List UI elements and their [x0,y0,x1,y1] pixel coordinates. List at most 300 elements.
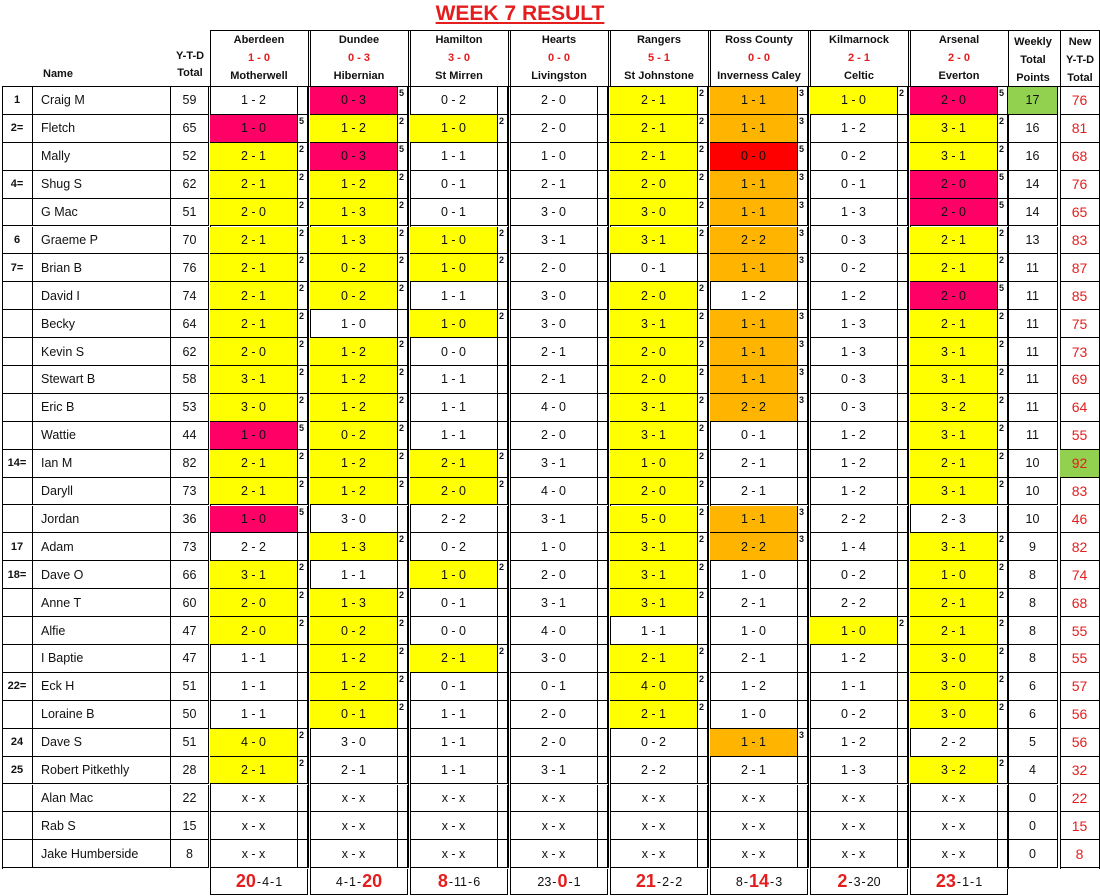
points-badge: 2 [698,87,708,115]
points-badge [898,478,908,506]
points-badge [398,506,408,534]
match-home: Hearts [541,34,577,46]
points-badge [298,87,308,115]
row-position: 25 [2,757,33,785]
points-badge [598,757,608,785]
points-badge: 2 [998,254,1008,282]
tally-value: 2 [675,874,683,889]
points-badge [898,840,908,868]
prediction-cell: 2 - 0 [510,729,598,757]
prediction-cell: 1 - 2 [810,115,898,143]
points-badge [798,645,808,673]
points-badge [898,506,908,534]
footer-tally [910,869,1008,895]
weekly-header-line: Points [1016,72,1050,84]
prediction-cell: 1 - 3 [810,338,898,366]
points-badge [598,645,608,673]
ytd-total: 8 [171,840,209,868]
weekly-points: 11 [1008,422,1058,450]
match-right-border [708,30,709,868]
ytd-header [171,48,209,84]
row-position [2,701,33,729]
new-ytd-total: 32 [1060,757,1100,785]
prediction-cell: 2 - 0 [410,478,498,506]
prediction-cell: 0 - 2 [810,143,898,171]
player-name: Eck H [33,673,171,701]
tally-value: 11 [454,874,468,889]
match-home: Aberdeen [233,34,285,46]
weekly-points: 13 [1008,227,1058,255]
points-badge: 5 [998,199,1008,227]
prediction-cell: x - x [610,812,698,840]
row-position [2,338,33,366]
points-badge [698,254,708,282]
prediction-cell: 0 - 1 [410,673,498,701]
ytd-total: 22 [171,785,209,813]
prediction-cell: 1 - 2 [310,338,398,366]
points-badge: 5 [298,115,308,143]
prediction-cell: x - x [910,785,998,813]
row-position: 4= [2,171,33,199]
prediction-cell: 2 - 1 [510,171,598,199]
prediction-cell: 1 - 1 [710,171,798,199]
points-badge [598,589,608,617]
row-position: 22= [2,673,33,701]
points-badge: 2 [998,645,1008,673]
prediction-cell: 2 - 0 [910,282,998,310]
points-badge [998,506,1008,534]
row-position [2,785,33,813]
prediction-cell: 1 - 3 [810,310,898,338]
match-header [710,31,808,86]
tally-separator: - [270,874,275,889]
prediction-cell: 0 - 1 [610,254,698,282]
points-badge [798,561,808,589]
ytd-total: 53 [171,394,209,422]
points-badge: 3 [798,254,808,282]
points-badge [698,617,708,645]
new-ytd-total: 57 [1060,673,1100,701]
prediction-cell: 2 - 0 [510,422,598,450]
weekly-points: 14 [1008,171,1058,199]
new-ytd-total: 64 [1060,394,1100,422]
prediction-cell: 2 - 1 [410,645,498,673]
points-badge [898,366,908,394]
points-badge: 2 [298,366,308,394]
prediction-cell: 3 - 0 [910,673,998,701]
points-badge: 5 [998,87,1008,115]
prediction-cell: 3 - 1 [510,450,598,478]
points-badge: 2 [298,227,308,255]
points-badge [498,199,508,227]
prediction-cell: 1 - 2 [810,478,898,506]
points-badge [898,812,908,840]
prediction-cell: 1 - 3 [310,227,398,255]
prediction-cell: 3 - 1 [910,366,998,394]
title-text: WEEK 7 RESULT [435,2,605,25]
points-badge [598,87,608,115]
tally-separator: - [848,874,853,889]
points-badge: 2 [298,338,308,366]
tally-value: 1 [975,874,983,889]
player-name: David I [33,282,171,310]
tally-value: 14 [748,871,770,891]
points-badge: 2 [698,673,708,701]
prediction-cell: 1 - 0 [410,254,498,282]
player-name: Dave O [33,561,171,589]
new-ytd-total: 81 [1060,115,1100,143]
prediction-cell: 1 - 1 [710,338,798,366]
prediction-cell: 3 - 0 [510,645,598,673]
points-badge [498,171,508,199]
points-badge [898,589,908,617]
points-badge [298,701,308,729]
ytd-total: 65 [171,115,209,143]
points-badge: 2 [998,338,1008,366]
points-badge [598,199,608,227]
prediction-cell: 0 - 0 [410,338,498,366]
points-badge [898,338,908,366]
weekly-points: 9 [1008,533,1058,561]
prediction-cell: 3 - 0 [610,199,698,227]
points-badge [398,561,408,589]
points-badge [598,254,608,282]
prediction-cell: 1 - 1 [710,366,798,394]
prediction-cell: 2 - 2 [710,394,798,422]
points-badge: 2 [398,422,408,450]
points-badge [598,143,608,171]
prediction-cell: 1 - 2 [310,171,398,199]
ytd-total: 36 [171,506,209,534]
ytd-total: 47 [171,645,209,673]
new-ytd-total: 74 [1060,561,1100,589]
points-badge [398,310,408,338]
row-position: 7= [2,254,33,282]
points-badge [598,701,608,729]
points-badge: 2 [398,171,408,199]
ytd-total: 59 [171,87,209,115]
ytd-total: 52 [171,143,209,171]
points-badge [598,338,608,366]
prediction-cell: 2 - 1 [910,617,998,645]
points-badge: 2 [998,366,1008,394]
prediction-cell: 0 - 1 [410,589,498,617]
prediction-cell: 2 - 0 [610,282,698,310]
points-badge [898,757,908,785]
prediction-cell: 0 - 2 [310,422,398,450]
prediction-cell: 0 - 1 [710,422,798,450]
points-badge: 2 [998,589,1008,617]
points-badge: 2 [298,589,308,617]
new-ytd-total: 76 [1060,87,1100,115]
points-badge [898,171,908,199]
points-badge: 3 [798,199,808,227]
footer-tally [810,869,908,895]
prediction-cell: 2 - 0 [510,87,598,115]
tally-value: 20 [866,874,881,889]
new-ytd-total: 22 [1060,785,1100,813]
points-badge [498,143,508,171]
prediction-cell: x - x [910,812,998,840]
tally-separator: - [568,874,573,889]
match-home: Hamilton [435,34,483,46]
points-badge [798,757,808,785]
points-badge: 5 [798,143,808,171]
prediction-cell: 1 - 1 [710,310,798,338]
prediction-cell: 1 - 4 [810,533,898,561]
player-name: G Mac [33,199,171,227]
points-badge: 2 [298,450,308,478]
match-away: Celtic [844,70,874,82]
tally-value: 20 [362,871,383,891]
prediction-cell: 2 - 0 [510,701,598,729]
prediction-cell: 1 - 1 [710,729,798,757]
prediction-cell: 1 - 0 [410,115,498,143]
points-badge: 2 [998,422,1008,450]
points-badge: 2 [398,589,408,617]
points-badge [998,729,1008,757]
ytd-header-line: Total [177,67,203,79]
points-badge [498,87,508,115]
points-badge: 2 [698,143,708,171]
points-badge: 2 [698,227,708,255]
prediction-cell: 1 - 0 [310,310,398,338]
points-badge [498,533,508,561]
prediction-cell: 2 - 2 [410,506,498,534]
points-badge [498,840,508,868]
points-badge [598,840,608,868]
prediction-cell: 1 - 3 [310,533,398,561]
ytd-total: 73 [171,533,209,561]
ytd-total: 73 [171,478,209,506]
points-badge [298,840,308,868]
weekly-header-line: Total [1020,54,1046,66]
points-badge: 3 [798,729,808,757]
match-right-border [308,30,309,868]
row-position: 24 [2,729,33,757]
row-position: 14= [2,450,33,478]
prediction-cell: 1 - 0 [410,227,498,255]
weekly-points: 11 [1008,310,1058,338]
prediction-cell: 2 - 1 [210,478,298,506]
points-badge: 2 [698,338,708,366]
tally-separator: - [956,874,962,889]
prediction-cell: x - x [710,785,798,813]
prediction-cell: 2 - 2 [210,533,298,561]
new_ytd-header-line: Total [1067,72,1093,84]
player-name: Adam [33,533,171,561]
match-header [510,31,608,86]
prediction-cell: 1 - 1 [710,115,798,143]
match-header [310,31,408,86]
points-badge: 3 [798,506,808,534]
prediction-cell: 1 - 2 [310,366,398,394]
new-ytd-total: 83 [1060,227,1100,255]
points-badge [298,785,308,813]
match-result: 2 - 1 [847,52,870,64]
points-badge: 5 [998,282,1008,310]
points-badge [498,422,508,450]
tally-value: 8 [437,871,448,891]
tally-value: 1 [573,874,581,889]
points-badge: 2 [998,450,1008,478]
match-away: Everton [938,70,980,82]
tally-separator: - [770,874,775,889]
tally-separator: - [448,874,454,889]
match-right-border [908,30,909,868]
tally-separator: - [743,874,748,889]
prediction-cell: 4 - 0 [510,617,598,645]
weekly-points: 6 [1008,673,1058,701]
points-badge: 2 [498,561,508,589]
prediction-cell: x - x [610,785,698,813]
points-badge: 2 [698,394,708,422]
prediction-cell: 2 - 0 [910,199,998,227]
row-position [2,199,33,227]
points-badge [898,729,908,757]
prediction-cell: 2 - 0 [510,115,598,143]
points-badge: 2 [498,450,508,478]
prediction-cell: 1 - 2 [310,394,398,422]
match-home: Kilmarnock [829,34,889,46]
points-badge: 5 [398,143,408,171]
points-badge [898,199,908,227]
prediction-cell: 3 - 1 [610,227,698,255]
points-badge: 2 [398,533,408,561]
player-name: Wattie [33,422,171,450]
points-badge: 3 [798,87,808,115]
new-ytd-total: 8 [1060,840,1100,868]
prediction-cell: 0 - 3 [310,87,398,115]
points-badge [798,673,808,701]
points-badge [998,812,1008,840]
points-badge [498,282,508,310]
prediction-cell: 2 - 0 [210,589,298,617]
prediction-cell: 3 - 0 [210,394,298,422]
prediction-cell: x - x [710,812,798,840]
match-right-border [508,30,509,868]
footer-tally [610,869,708,895]
points-badge: 2 [298,199,308,227]
prediction-cell: 1 - 1 [710,506,798,534]
player-name: Robert Pitkethly [33,757,171,785]
weekly-points: 16 [1008,143,1058,171]
new-ytd-total: 56 [1060,729,1100,757]
points-badge: 2 [298,143,308,171]
points-badge [898,673,908,701]
prediction-cell: 2 - 1 [210,254,298,282]
points-badge: 2 [898,87,908,115]
points-badge [598,366,608,394]
points-badge: 3 [798,310,808,338]
prediction-cell: 2 - 0 [210,199,298,227]
prediction-cell: x - x [310,785,398,813]
player-name: Fletch [33,115,171,143]
points-badge: 3 [798,394,808,422]
weekly-points: 14 [1008,199,1058,227]
new-ytd-total: 69 [1060,366,1100,394]
new-ytd-total: 65 [1060,199,1100,227]
points-badge: 2 [298,617,308,645]
points-badge: 2 [398,282,408,310]
prediction-cell: 3 - 0 [910,701,998,729]
points-badge [298,533,308,561]
name-header: Name [43,68,73,80]
points-badge: 2 [398,450,408,478]
row-position [2,506,33,534]
prediction-cell: x - x [210,785,298,813]
points-badge: 2 [398,115,408,143]
row-position: 17 [2,533,33,561]
tally-value: 21 [635,871,656,891]
ytd-total: 62 [171,338,209,366]
points-badge [598,450,608,478]
footer-tally [710,869,808,895]
points-badge [798,589,808,617]
prediction-cell: 3 - 1 [910,115,998,143]
points-badge [698,840,708,868]
weekly-points: 8 [1008,561,1058,589]
points-badge [498,366,508,394]
prediction-cell: 0 - 0 [710,143,798,171]
new-ytd-total: 85 [1060,282,1100,310]
points-badge [498,673,508,701]
prediction-cell: x - x [310,812,398,840]
points-badge [598,617,608,645]
points-badge: 2 [698,115,708,143]
points-badge: 2 [498,227,508,255]
prediction-cell: 4 - 0 [210,729,298,757]
ytd-total: 51 [171,673,209,701]
match-right-border [808,30,809,868]
prediction-cell: 1 - 1 [810,673,898,701]
match-right-border [408,30,409,868]
points-badge: 2 [398,645,408,673]
prediction-cell: 1 - 0 [810,87,898,115]
points-badge [398,785,408,813]
match-header [210,31,308,86]
prediction-cell: 2 - 1 [210,310,298,338]
ytd-total: 60 [171,589,209,617]
tally-value: 6 [473,874,481,889]
points-badge: 2 [298,478,308,506]
tally-separator: - [552,874,557,889]
prediction-cell: 1 - 2 [810,729,898,757]
tally-value: 23 [537,874,552,889]
prediction-cell: 2 - 1 [610,701,698,729]
prediction-cell: 3 - 0 [310,729,398,757]
points-badge: 3 [798,227,808,255]
points-badge: 2 [298,254,308,282]
points-badge: 2 [998,561,1008,589]
player-name: I Baptie [33,645,171,673]
points-badge [598,673,608,701]
points-badge [598,422,608,450]
tally-separator: - [970,874,975,889]
prediction-cell: 1 - 1 [410,729,498,757]
new-ytd-total: 92 [1060,450,1100,478]
prediction-cell: 1 - 0 [210,506,298,534]
match-result: 2 - 0 [947,52,970,64]
prediction-cell: 2 - 1 [610,645,698,673]
prediction-cell: 1 - 1 [310,561,398,589]
prediction-cell: 1 - 1 [410,394,498,422]
weekly-points: 0 [1008,812,1058,840]
prediction-cell: 1 - 2 [810,422,898,450]
prediction-cell: 1 - 3 [810,199,898,227]
prediction-cell: 1 - 0 [210,115,298,143]
prediction-cell: x - x [510,812,598,840]
